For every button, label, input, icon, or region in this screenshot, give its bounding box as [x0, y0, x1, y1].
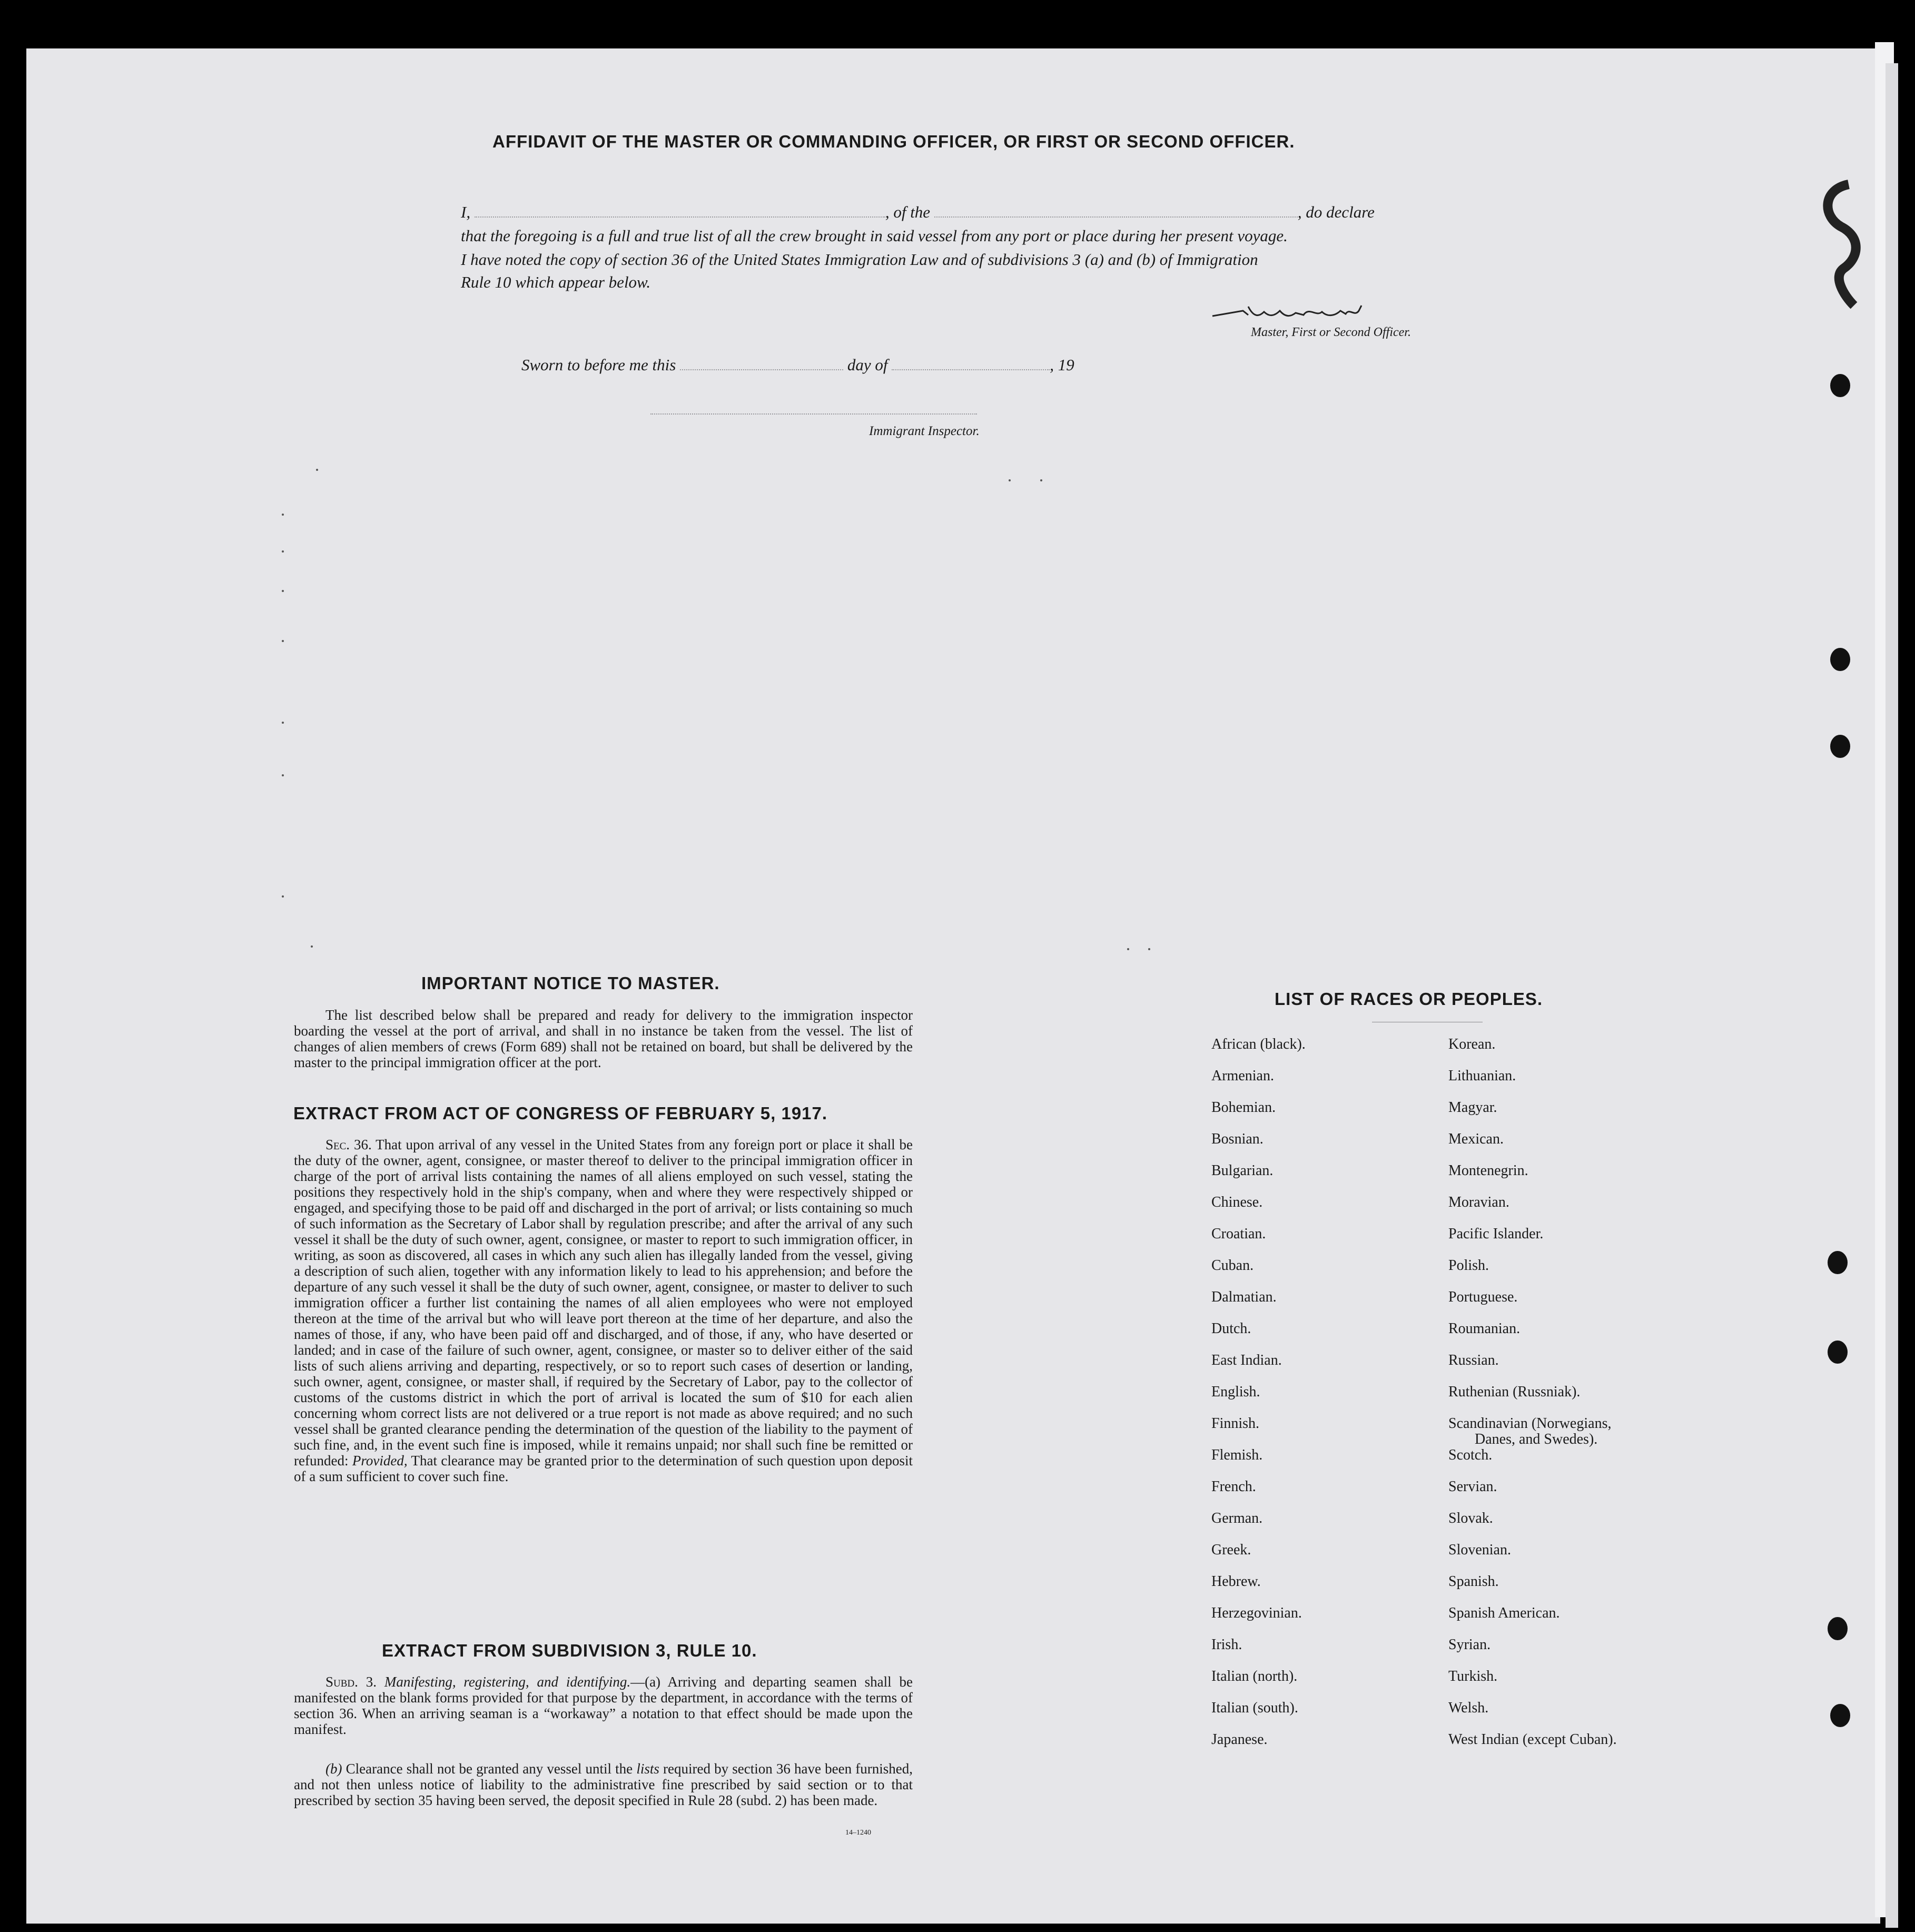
para-b-lists-word: lists [636, 1761, 659, 1777]
race-item [1448, 1384, 1722, 1416]
race-label: Spanish. [1448, 1573, 1499, 1590]
race-label: Bulgarian. [1211, 1162, 1274, 1179]
race-label: Montenegrin. [1448, 1162, 1528, 1179]
notice-body: The list described below shall be prepared and ready for delivery to the immigration inspector boarding the vessel at the port of arrival, and shall in no instance be taken from the vessel. The list of changes of alien members of crews (Form 689) shall not be retained on board, but shall be delivered by the master to the principal immigration officer at the port. [294, 1007, 913, 1070]
section-body: That upon arrival of any vessel in the United States from any foreign port or place it shall be the duty of the owner, agent, consignee, or master thereof to deliver to the principal immigration officer in charge of the port of arrival lists containing the names of all aliens employed on such vessel, stating the positions they respectively hold in the ship's company, when and where they were respectively shipped or engaged, and specifying those to be paid off and discharged in the port of arrival; or lists containing so much of such information as the Secretary of Labor shall by regulation prescribe; and after the arrival of any such vessel it shall be the duty of such owner, agent, consignee, or master to report to such immigration officer, in writing, as soon as discovered, all cases in which any such alien has illegally landed from the vessel, giving a description of such alien, together with any information likely to lead to his apprehension; and before the departure of any such vessel it shall be the duty of such owner, agent, consignee, or master to deliver to such immigration officer a further list containing the names of all alien employees who were not employed thereon at the time of the arrival but who will leave port thereon at the time of her departure, and also the names of those, if any, who have been paid off and discharged, and of those, if any, who have deserted or landed; and in case of the failure of such owner, agent, consignee, or master so to deliver either of the said lists of such aliens arriving and departing, respectively, or so to report such cases of desertion or landing, such owner, agent, consignee, or master shall, if required by the Secretary of Labor, pay to the collector of customs of the customs district in which the port of arrival is located the sum of $10 for each alien concerning whom correct lists are not delivered or a true report is not made as above required; and no such vessel shall be granted clearance pending the determination of the question of the liability to the payment of such fine, and, in the event such fine is imposed, while it remains unpaid; nor shall such fine be remitted or refunded: [294, 1137, 913, 1468]
punch-hole [1830, 1704, 1850, 1727]
subdivision-b-text [294, 1761, 913, 1808]
race-item [1448, 1416, 1722, 1447]
race-label: Cuban. [1211, 1257, 1254, 1274]
year-label: , 19 [1050, 356, 1074, 374]
race-label: Dutch. [1211, 1320, 1251, 1337]
inspector-signature-line[interactable] [650, 413, 977, 415]
para-b-text-2: required by section 36 have been furnished, and not then unless notice of liability to the administrative fine prescribed by said section or to that prescribed by section 35 having been served, the deposit specified in Rule 28 (subd. 2) has been made. [294, 1761, 913, 1808]
race-label: Flemish. [1211, 1447, 1263, 1463]
punch-hole [1830, 374, 1850, 397]
race-label: Turkish. [1448, 1668, 1498, 1684]
race-label: Japanese. [1211, 1731, 1268, 1748]
race-label: French. [1211, 1478, 1256, 1495]
race-item [1448, 1669, 1722, 1700]
race-label: Scotch. [1448, 1447, 1493, 1463]
para-a-marker: —(a) [630, 1674, 661, 1690]
do-declare-label: , do declare [1297, 203, 1375, 221]
section-label: Sec. 36. [325, 1137, 372, 1152]
race-label: Armenian. [1211, 1068, 1274, 1084]
race-item [1211, 1131, 1438, 1163]
race-item [1211, 1384, 1438, 1416]
race-label: Slovak. [1448, 1510, 1493, 1526]
race-item [1448, 1479, 1722, 1511]
race-label: Welsh. [1448, 1700, 1489, 1716]
race-label: West Indian (except Cuban). [1448, 1731, 1617, 1748]
race-item [1448, 1321, 1722, 1353]
form-number: 14–1240 [845, 1829, 871, 1837]
punch-hole [1828, 1251, 1848, 1274]
of-the-label: , of the [885, 203, 931, 221]
races-title: LIST OF RACES OR PEOPLES. [1275, 989, 1543, 1009]
race-item [1211, 1605, 1438, 1637]
day-of-label: day of [847, 356, 888, 374]
race-label: Dalmatian. [1211, 1289, 1277, 1305]
sworn-month-blank[interactable] [892, 369, 1050, 370]
race-label: Servian. [1448, 1478, 1497, 1495]
race-label: Bohemian. [1211, 1099, 1276, 1116]
race-label: Pacific Islander. [1448, 1226, 1544, 1242]
race-label: Croatian. [1211, 1226, 1266, 1242]
race-item [1448, 1100, 1722, 1131]
race-label: Korean. [1448, 1036, 1496, 1052]
para-b-marker: (b) [325, 1761, 342, 1777]
race-label: Irish. [1211, 1637, 1242, 1653]
race-label: Lithuanian. [1448, 1068, 1516, 1084]
subdivision-heading: Manifesting, registering, and identifying. [384, 1674, 631, 1690]
provided-word: Provided, [352, 1453, 408, 1468]
race-item [1211, 1447, 1438, 1479]
race-label: Spanish American. [1448, 1605, 1560, 1621]
race-item [1211, 1068, 1438, 1100]
race-item [1448, 1289, 1722, 1321]
race-item [1448, 1511, 1722, 1542]
races-column-1 [1211, 1037, 1438, 1763]
race-item [1448, 1605, 1722, 1637]
race-item [1211, 1479, 1438, 1511]
race-label: Ruthenian (Russniak). [1448, 1384, 1581, 1400]
sworn-prefix: Sworn to before me this [521, 356, 676, 374]
race-label: East Indian. [1211, 1352, 1282, 1368]
race-label: Magyar. [1448, 1099, 1497, 1116]
race-label: German. [1211, 1510, 1263, 1526]
punch-hole [1828, 1617, 1848, 1640]
race-item [1448, 1195, 1722, 1226]
race-label: Portuguese. [1448, 1289, 1518, 1305]
section-body-end: That clearance may be granted prior to the determination of such question upon deposit of a sum sufficient to cover such fine. [294, 1453, 913, 1484]
race-item [1211, 1669, 1438, 1700]
race-item [1211, 1732, 1438, 1763]
race-item [1211, 1100, 1438, 1131]
section-36-text [294, 1137, 913, 1484]
race-item [1448, 1732, 1722, 1763]
race-item [1448, 1068, 1722, 1100]
race-label: Scandinavian (Norwegians, [1448, 1415, 1612, 1432]
race-item [1211, 1416, 1438, 1447]
name-blank[interactable] [475, 216, 885, 218]
race-item [1211, 1163, 1438, 1195]
race-label: Chinese. [1211, 1194, 1263, 1210]
race-item [1211, 1542, 1438, 1574]
race-label: Slovenian. [1448, 1542, 1511, 1558]
race-item [1211, 1574, 1438, 1605]
affidavit-line-3: I have noted the copy of section 36 of the United States Immigration Law and of subdivisions 3 (a) and (b) of Immigration [461, 250, 1258, 269]
race-item [1211, 1195, 1438, 1226]
race-item [1211, 1037, 1438, 1068]
race-label: Greek. [1211, 1542, 1251, 1558]
punch-hole [1830, 648, 1850, 671]
race-item [1448, 1447, 1722, 1479]
para-a-text: Arriving and departing seamen shall be manifested on the blank forms provided for that purpose by the department, in accordance with the terms of section 36. When an arriving seaman is a “workaway” a notation to that effect should be made upon the manifest. [294, 1674, 913, 1737]
race-label: Italian (north). [1211, 1668, 1298, 1684]
race-item [1448, 1574, 1722, 1605]
race-label: African (black). [1211, 1036, 1306, 1052]
affidavit-title: AFFIDAVIT OF THE MASTER OR COMMANDING OFFICER, OR FIRST OR SECOND OFFICER. [492, 132, 1295, 151]
race-label: Hebrew. [1211, 1573, 1261, 1590]
clip-mark [1812, 179, 1886, 316]
notice-title: IMPORTANT NOTICE TO MASTER. [421, 973, 720, 993]
race-item [1448, 1542, 1722, 1574]
race-item [1211, 1700, 1438, 1732]
race-item [1448, 1037, 1722, 1068]
race-item [1211, 1637, 1438, 1669]
race-item [1448, 1226, 1722, 1258]
affidavit-line-2: that the foregoing is a full and true list of all the crew brought in said vessel from any port or place during her present voyage. [461, 226, 1288, 245]
signature-caption: Master, First or Second Officer. [1251, 326, 1411, 339]
race-item [1211, 1321, 1438, 1353]
race-label: Syrian. [1448, 1637, 1491, 1653]
inspector-caption: Immigrant Inspector. [869, 424, 980, 438]
affidavit-line-4: Rule 10 which appear below. [461, 273, 651, 291]
sworn-line [521, 356, 1074, 374]
races-column-2 [1448, 1037, 1722, 1763]
race-label-continuation: Danes, and Swedes). [1475, 1431, 1598, 1447]
race-label: Mexican. [1448, 1131, 1504, 1147]
race-item [1211, 1289, 1438, 1321]
rule-extract-title: EXTRACT FROM SUBDIVISION 3, RULE 10. [382, 1641, 757, 1660]
race-label: Polish. [1448, 1257, 1489, 1274]
race-label: Herzegovinian. [1211, 1605, 1302, 1621]
affidavit-declaration-line [461, 203, 1375, 222]
race-label: Moravian. [1448, 1194, 1509, 1210]
race-item [1211, 1353, 1438, 1384]
punch-hole [1828, 1340, 1848, 1364]
subdivision-a-text [294, 1674, 913, 1737]
race-label: Russian. [1448, 1352, 1499, 1368]
race-label: Roumanian. [1448, 1320, 1521, 1337]
race-item [1448, 1131, 1722, 1163]
punch-hole [1830, 735, 1850, 758]
affidavit-i-label: I, [461, 203, 471, 221]
page-edge [1886, 63, 1898, 1928]
race-item [1211, 1511, 1438, 1542]
race-item [1448, 1353, 1722, 1384]
race-item [1448, 1163, 1722, 1195]
race-item [1448, 1700, 1722, 1732]
race-item [1211, 1226, 1438, 1258]
subdivision-label: Subd. 3. [325, 1674, 377, 1690]
act-extract-title: EXTRACT FROM ACT OF CONGRESS OF FEBRUARY 5, 1917. [293, 1103, 828, 1123]
race-label: Bosnian. [1211, 1131, 1263, 1147]
race-item [1448, 1258, 1722, 1289]
sworn-day-blank[interactable] [680, 369, 843, 370]
race-label: Finnish. [1211, 1415, 1260, 1432]
officer-signature [1211, 301, 1369, 319]
race-label: Italian (south). [1211, 1700, 1298, 1716]
para-b-text-1: Clearance shall not be granted any vessel until the [346, 1761, 633, 1777]
vessel-blank[interactable] [934, 216, 1298, 218]
race-item [1211, 1258, 1438, 1289]
race-label: English. [1211, 1384, 1260, 1400]
race-item [1448, 1637, 1722, 1669]
